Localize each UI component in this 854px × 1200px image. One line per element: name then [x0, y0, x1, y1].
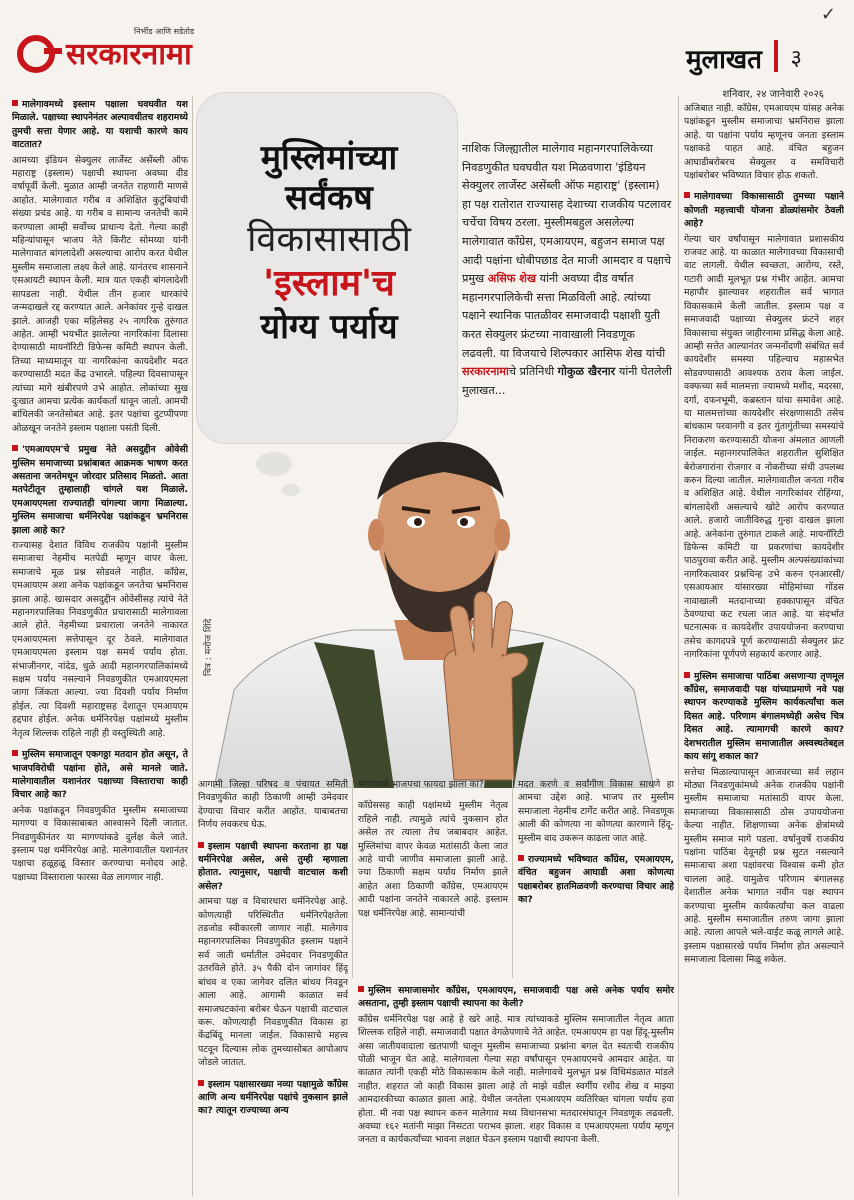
interviewee-name: असिफ शेख	[487, 272, 537, 286]
intro-paragraph	[462, 140, 672, 400]
headline-line-1: मुस्लिमांच्या	[260, 138, 398, 178]
brand-logo-icon	[14, 34, 64, 74]
column-rule	[192, 96, 193, 1196]
interview-answer: अनेक पक्षांकडून निवडणुकीत मुस्लीम समाजाच्या मागण्या व विकासाबाबत आश्वासने दिली जातात. निवडणुकीनंतर या मागण्यांकडे दुर्लक्ष केले जाते. इस्लाम पक्ष धर्मनिरपेक्ष आहे. मालेगावातील यशानंतर पक्षाचा हळूहळू विस्तार करण्याचा मनोदय आहे. पक्षाच्या विस्ताराला फारसा वेळ लागणार नाही.	[12, 804, 188, 883]
interview-question: इस्लाम पक्षाची स्थापना करताना हा पक्ष धर्मनिरपेक्ष असेल, असे तुम्ही म्हणाला होतात. त्यानुसार, पक्षाची वाटचाल कशी असेल?	[198, 840, 348, 892]
section-divider	[774, 40, 778, 72]
interview-question: मुस्लिम समाजातून एकगठ्ठा मतदान होत असून, ते भाजपविरोधी पक्षांना होते, असे मानले जाते. मालेगावातील यशानंतर पक्षाच्या विस्ताराचा काही विचार आहे का?	[12, 749, 188, 801]
dateline: शनिवार, २४ जानेवारी २०२६	[722, 89, 824, 100]
interview-question: मालेगावच्या विकासासाठी तुमच्या पक्षाने कोणती महत्त्वाची योजना डोळ्यांसमोर ठेवली आहे?	[684, 191, 844, 230]
interview-answer: आमचा पक्ष व विचारधारा धर्मनिरपेक्ष आहे. कोणत्याही परिस्थितीत धर्मनिरपेक्षतेला तडजोड स्वीकारली जाणार नाही. मालेगाव महानगरपालिका निवडणुकीत इस्लाम पक्षाने सर्व जाती धर्मातील उमेदवार निवडणुकीत उतरविले होते. ३५ पैकी दोन जागांवर हिंदू बांधव व एका जागेवर दलित बांधव निवडून आला आहे. आगामी काळात सर्व समाजघटकांना बरोबर घेऊन पक्षाची वाटचाल करू. कोणत्याही निवडणुकीत विकास हा केंद्रबिंदू मानला जाईल. विकासाचे महत्त्व पटवून दिल्यास लोक तुमच्यासोबत आपोआप जोडले जातात.	[198, 896, 348, 1069]
corner-mark: ✓	[820, 4, 836, 25]
interview-answer: आगामी जिल्हा परिषद व पंचायत समिती निवडणुकीत काही ठिकाणी आम्ही उमेदवार देण्याचा विचार करीत आहोत. याबाबतचा निर्णय लवकरच घेऊ.	[198, 779, 348, 831]
headline-line-3: विकासासाठी	[247, 219, 411, 260]
interview-question: इस्लाम पक्षासारख्या नव्या पक्षामुळे काँग्रेस आणि अन्य धर्मनिरपेक्ष पक्षांचे नुकसान झाले का? त्यातून राज्याच्या अन्य	[198, 1078, 348, 1117]
column-right	[684, 102, 844, 1196]
interview-answer: गेल्या चार वर्षांपासून मालेगावात प्रशासकीय राजवट आहे. या काळात मालेगावच्या विकासाची वाट लागली. येथील स्वच्छता, आरोग्य, रस्ते, गटारी आदी मूलभूत प्रश्न गंभीर आहेत. आमचा महापौर झाल्यावर शहरातील सर्व भागात विकासकामे केली जातील. इस्लाम पक्ष व समाजवादी पक्षाच्या सेक्युलर फ्रंटने शहर विकासाचा संयुक्त जाहीरनामा प्रसिद्ध केला आहे. आम्ही सत्तेत आल्यानंतर जन्मनोंदणी संबंधित सर्व कायदेशीर समस्या पहिल्याच महासभेत सोडवण्यासाठी आवश्यक ठराव केला जाईल. वक्फच्या सर्व मालमत्ता ज्यामध्ये मशीद, मदरसा, दर्गा, दफनभूमी, कब्रस्तान यांचा समावेश आहे. या मालमत्तांच्या कायदेशीर संरक्षणासाठी तसेच बांधकाम परवानगी व इतर गुंतागुंतीच्या समस्यांचे निराकरण करण्यासाठी योजना अंमलात आणली जाईल. महानगरपालिकेत शहरातील सुशिक्षित बेरोजगारांना रोजगार व नोकरीच्या संधी उपलब्ध करुन दिल्या जातील. मालेगावातील जनता गरीब व अशिक्षित आहे. येथील नागरिकांवर रोहिंग्या, बांगलादेशी असल्याचे खोटे आरोप करण्यात आले. हजारो जातीविरुद्ध गुन्हा दाखल झाला आहे. अनेकांना तुरुंगात टाकले आहे. मायनॉरिटी डिफेन्स कमिटी या प्रकरणांचा कायदेशीर पाठपुरावा करीत आहे. मुस्लीम अल्पसंख्यांकांच्या नागरिकत्वावर प्रश्नचिन्ह उभे करुन एनआरसी/एसआयआर यांसारख्या मोहिमांच्या गोंडस नावाखाली मतदानाच्या हक्कापासून वंचित ठेवण्याचा कट रचला जात आहे. या संदर्भात घटनात्मक व कायदेशीर उपाययोजना करण्याचा तसेच कागदपत्रे पूर्ण करण्यासाठी सेक्युलर फ्रंट नागरिकांना पूर्णपणे सहकार्य करणार आहे.	[684, 233, 844, 661]
column-bottom-2	[358, 778, 508, 978]
headline-line-4: 'इस्लाम'च	[263, 263, 395, 304]
interview-answer: अजिबात नाही. काँग्रेस, एमआयएम यांसह अनेक पक्षांकडून मुस्लीम समाजाचा भ्रमनिरास झाला आहे. या पक्षांना पर्याय म्हणूनच जनता इस्लाम पक्षाकडे पाहत आहे. वंचित बहुजन आघाडीबरोबरच सेक्युलर व समविचारी पक्षांबरोबर भविष्यात विचार होऊ शकतो.	[684, 103, 844, 182]
column-left	[12, 98, 188, 1196]
interview-answer: काँग्रेससह काही पक्षांमध्ये मुस्लीम नेतृत्व राहिले नाही. त्यामुळे त्यांचे नुकसान होत असेल तर त्याला तेच जबाबदार आहेत. मुस्लिमांचा वापर केवळ मतांसाठी केला जात आहे याची जाणीव समाजाला झाली आहे. ज्या ठिकाणी सक्षम पर्याय निर्माण झाले आहेत अशा ठिकाणी काँग्रेस, एमआयएम आदी पक्षांना जनतेने नाकारले आहे. इस्लाम पक्ष धर्मनिरपेक्ष आहे. सामान्यांची	[358, 800, 508, 919]
interview-answer: काँग्रेस धर्मनिरपेक्ष पक्ष आहे हे खरे आहे. मात्र त्यांच्याकडे मुस्लिम समाजातील नेतृत्व आता शिल्लक राहिले नाही. समाजवादी पक्षात वेगळेपणाचे नेते आहेत. एमआयएम हा पक्ष हिंदू-मुस्लीम असा जातीयवादाला खतपाणी घालून मुस्लीम समाजाच्या प्रश्नांना बगल देत स्वतःची राजकीय पोळी भाजून घेत आहे. मालेगावला गेल्या सहा वर्षांपासून एमआयएमचे आमदार आहेत. या काळात त्यांनी एकही मोठे विकासकाम केले नाही. मालेगावचे मुलभूत प्रश्न विधिमंडळात मांडले नाहीत. शहरात जो काही विकास झाला आहे तो माझे वडील स्वर्गीय रशीद शेख व माझ्या आमदारकीच्या काळात झाला आहे. येथील जनतेला एमआयएम व्यतिरिक्त चांगला पर्याय हवा होता. मी नवा पक्ष स्थापन करुन मालेगाव मध्य विधानसभा मतदारसंघातून निवडणूक लढवली. अवघ्या १६२ मतांनी माझा निसटता पराभव झाला. शहर विकास व एमआयएमला पर्याय म्हणून जनता व कार्यकर्त्यांच्या भावना लक्षात घेऊन इस्लाम पक्षाची स्थापना केली.	[358, 1013, 674, 1146]
column-bottom-1	[198, 778, 348, 1196]
masthead-tagline: निर्भीड आणि सडेतोड	[134, 27, 195, 36]
interview-answer: भागांमध्ये भाजपचा फायदा झाला का?	[358, 779, 484, 790]
intro-text: चे प्रतिनिधी	[508, 365, 555, 379]
headline-line-5: योग्य पर्याय	[260, 307, 398, 347]
section-title: मुलाखत	[686, 45, 762, 75]
interview-question: मालेगावमध्ये इस्लाम पक्षाला घवघवीत यश मिळाले. पक्षाच्या स्थापनेनंतर अल्पावधीतच शहरामध्ये तुमची सत्ता येणार आहे. या यशाची कारणे काय वाटतात?	[12, 99, 188, 151]
headline-line-2: सर्वंकष	[285, 178, 373, 218]
interview-question: मुस्लिम समाजाचा पाठिंबा असणाऱ्या तृणमूल काँग्रेस, समाजवादी पक्ष यांच्याप्रमाणे नवे पक्ष स्थापन करण्याकडे मुस्लिम कार्यकर्त्यांचा कल दिसत आहे. परिणाम बंगालमध्येही असेच चित्र दिसत आहे. त्यामागची कारणे काय? देशभरातील मुस्लिम समाजातील अस्वस्थतेबद्दल काय सांगू शकाल का?	[684, 670, 844, 763]
interview-answer: राज्यासह देशात विविध राजकीय पक्षांनी मुस्लीम समाजाचा नेहमीच मतपेढी म्हणून वापर केला. समाजाचे मूळ प्रश्न सोडवले नाहीत. काँग्रेस, एमआयएम अशा अनेक पक्षांकडून जनतेचा भ्रमनिरास झाला आहे. खासदार असदुद्दीन ओवेसीसह त्यांचे नेते महानगरपालिका निवडणुकीत प्रचारासाठी मालेगावला आले होते. नेहमीच्या प्रचाराला जनतेने नाकारत एमआयएमला सत्तेपासून दूर ठेवले. मालेगावात एमआयएमला इस्लाम पक्ष समर्थ पर्याय होता. संभाजीनगर, नांदेड, धुळे आदी महानगरपालिकांमध्ये सक्षम पर्याय नसल्याने निवडणुकीत एमआयएमला जागा जिंकता आल्या. ज्या दिवशी पर्याय निर्माण होईल. त्या दिवशी महाराष्ट्रसह देशातून एमआयएम हद्दपार होईल. अनेक धर्मनिरपेक्ष पक्षांमध्ये मुस्लीम नेतृत्व शिल्लक राहिले नाही ही वस्तुस्थिती आहे.	[12, 540, 188, 739]
column-rule	[678, 96, 679, 1196]
masthead	[14, 27, 254, 78]
column-bottom-3	[518, 778, 674, 978]
page-number: ३	[790, 46, 802, 71]
interview-answer: आमच्या इंडियन सेक्युलर लार्जेस्ट असेंब्ली ऑफ महाराष्ट्र (इस्लाम) पक्षाची स्थापना अवघ्या दीड वर्षापूर्वी केली. मुळात आम्ही जनतेत राहणारी माणसे आहोत. मालेगावात गरीब व अशिक्षित कुटुंबियांची संख्या प्रचंड आहे. या गरीब व सामान्य जनतेची कामे करण्याला आम्ही सर्वोच्च प्राधान्य देतो. गेल्या काही महिन्यांपासून भाजप नेते किरीट सोमय्या यांनी मालेगावात बांगलादेशी असल्याचा आरोप करत येथील मुस्लीम समाजाला लक्ष्य केले आहे. यानंतरच शासनाने एसआयटी स्थापन केली. मात्र यात एकही बांगलादेशी सापडला नाही. येथील तीन हजार धारकांचे जन्मदाखले रद्द करण्यात आले. अनेकांवर गुन्हे दाखल झाले. आजही एका महिलेसह २५ नागरिक तुरुंगात आहेत. आम्ही भयभीत झालेल्या नागरिकांना दिलासा देण्यासाठी मायनॉरिटी डिफेन्स कमिटी स्थापन केली. तिच्या माध्यमातून या नागरिकांना कायदेशीर मदत करण्यासाठी मदत केंद्र उभारले. पहिल्या दिवसापासून त्यांच्या मागे खंबीरपणे उभे आहोत. लोकांच्या सुख दुःखात आमचा प्रत्येक कार्यकर्ता धावून जातो. आमची बांधिलकी जनतेसोबत आहे. इतर पक्षांचा दुटप्पीपणा ओळखून जनतेने इस्लाम पक्षाला पसंती दिली.	[12, 154, 188, 434]
headline	[204, 138, 454, 348]
interview-question: राज्यामध्ये भविष्यात काँग्रेस, एमआयएम, वंचित बहुजन आघाडी अशा कोणत्या पक्षाबरोबर हातमिळवणी करण्याचा विचार आहे का?	[518, 854, 674, 906]
intro-text: यांनी अवघ्या दीड वर्षात महानगरपालिकेची सत्ता मिळविली आहे. त्यांच्या पक्षाने स्थानिक पातळीवर समाजवादी पक्षाशी युती करत सेक्युलर फ्रंटच्या नावाखाली निवडणूक लढवली. या विजयाचे शिल्पकार आसिफ शेख यांची	[462, 272, 666, 360]
column-rule	[352, 778, 353, 978]
portrait-illustration	[194, 420, 672, 788]
interview-question: मुस्लिम समाजासमोर काँग्रेस, एमआयएम, समाजवादी पक्ष असे अनेक पर्याय समोर असताना, तुम्ही इस्लाम पक्षाची स्थापना का केली?	[358, 985, 674, 1010]
illustration-credit: चित्र : मनोज शिंदे	[204, 618, 214, 676]
column-rule	[512, 778, 513, 978]
intro-text: यांनी घेतलेली मुलाखत...	[462, 365, 672, 397]
column-bottom-wide	[358, 984, 674, 1196]
masthead-logo-text: सरकारनामा	[66, 37, 192, 72]
intro-text: नाशिक जिल्ह्यातील मालेगाव महानगरपालिकेच्या निवडणुकीत घवघवीत यश मिळवणारा 'इंडियन सेक्युलर लार्जेस्ट असेंब्ली ऑफ महाराष्ट्र' (इस्लाम) हा पक्ष रातोरात राज्यासह देशाच्या राजकीय पटलावर चर्चेचा विषय ठरला. मुस्लीमबहुल असलेल्या मालेगावात काँग्रेस, एमआयएम, बहुजन समाज पक्ष आदी पक्षांना धोबीपछाड देत माजी आमदार व पक्षाचे प्रमुख	[462, 142, 672, 286]
interview-answer: मदत करणे व सर्वांगीण विकास साधणे हा आमचा उद्देश आहे. भाजप तर मुस्लीम समाजाला नेहमीच टार्गेट करीत आहे. निवडणूक आली की कोणत्या ना कोणत्या कारणाने हिंदू-मुस्लीम वाद उकरून काढला जात आहे.	[518, 779, 674, 844]
interview-question: 'एमआयएम'चे प्रमुख नेते असदुद्दीन ओवेसी मुस्लिम समाजाच्या प्रश्नांबाबत आक्रमक भाषण करत असताना जनतेमधून जोरदार प्रतिसाद मिळतो. आता मतपेटीतून तुम्हालाही चांगले यश मिळाले. एमआयएमला राज्यातही चांगल्या जागा मिळाल्या. मुस्लिम समाजाचा धर्मनिरपेक्ष पक्षांकडून भ्रमनिरास झाला आहे का?	[12, 444, 188, 536]
interview-answer: सत्तेचा मिळाल्यापासून आजवरच्या सर्व लहान मोठ्या निवडणुकांमध्ये अनेक राजकीय पक्षांनी मुस्लीम समाजाचा मतांसाठी वापर केला. समाजाच्या विकासासाठी ठोस उपाययोजना केल्या नाहीत. शिक्षणाच्या अनेक क्षेत्रांमध्ये मुस्लीम समाज मागे पडला. वर्षानुवर्षे राजकीय पक्षांना पाठिंबा देवूनही प्रश्न सुटत नसल्याने समाजाचा अशा पक्षांवरचा विश्वास कमी होत चालला आहे. यामुळेच परिणाम बंगालसह देशातील अनेक भागात नवीन पक्ष स्थापन करण्याचा मुस्लीम कार्यकर्त्यांचा कल वाढला आहे. मुस्लीम समाजातील तरुण जागा झाला आहे. त्याला आपले भले-वाईट कळू लागले आहे. इस्लाम पक्षासारखे पर्याय निर्माण होत असल्याने समाजाला दिलासा मिळू शकेल.	[684, 766, 844, 966]
reporter-name: गोकुळ खैरनार	[557, 365, 616, 379]
intro-brand: सरकारनामा	[462, 365, 509, 379]
